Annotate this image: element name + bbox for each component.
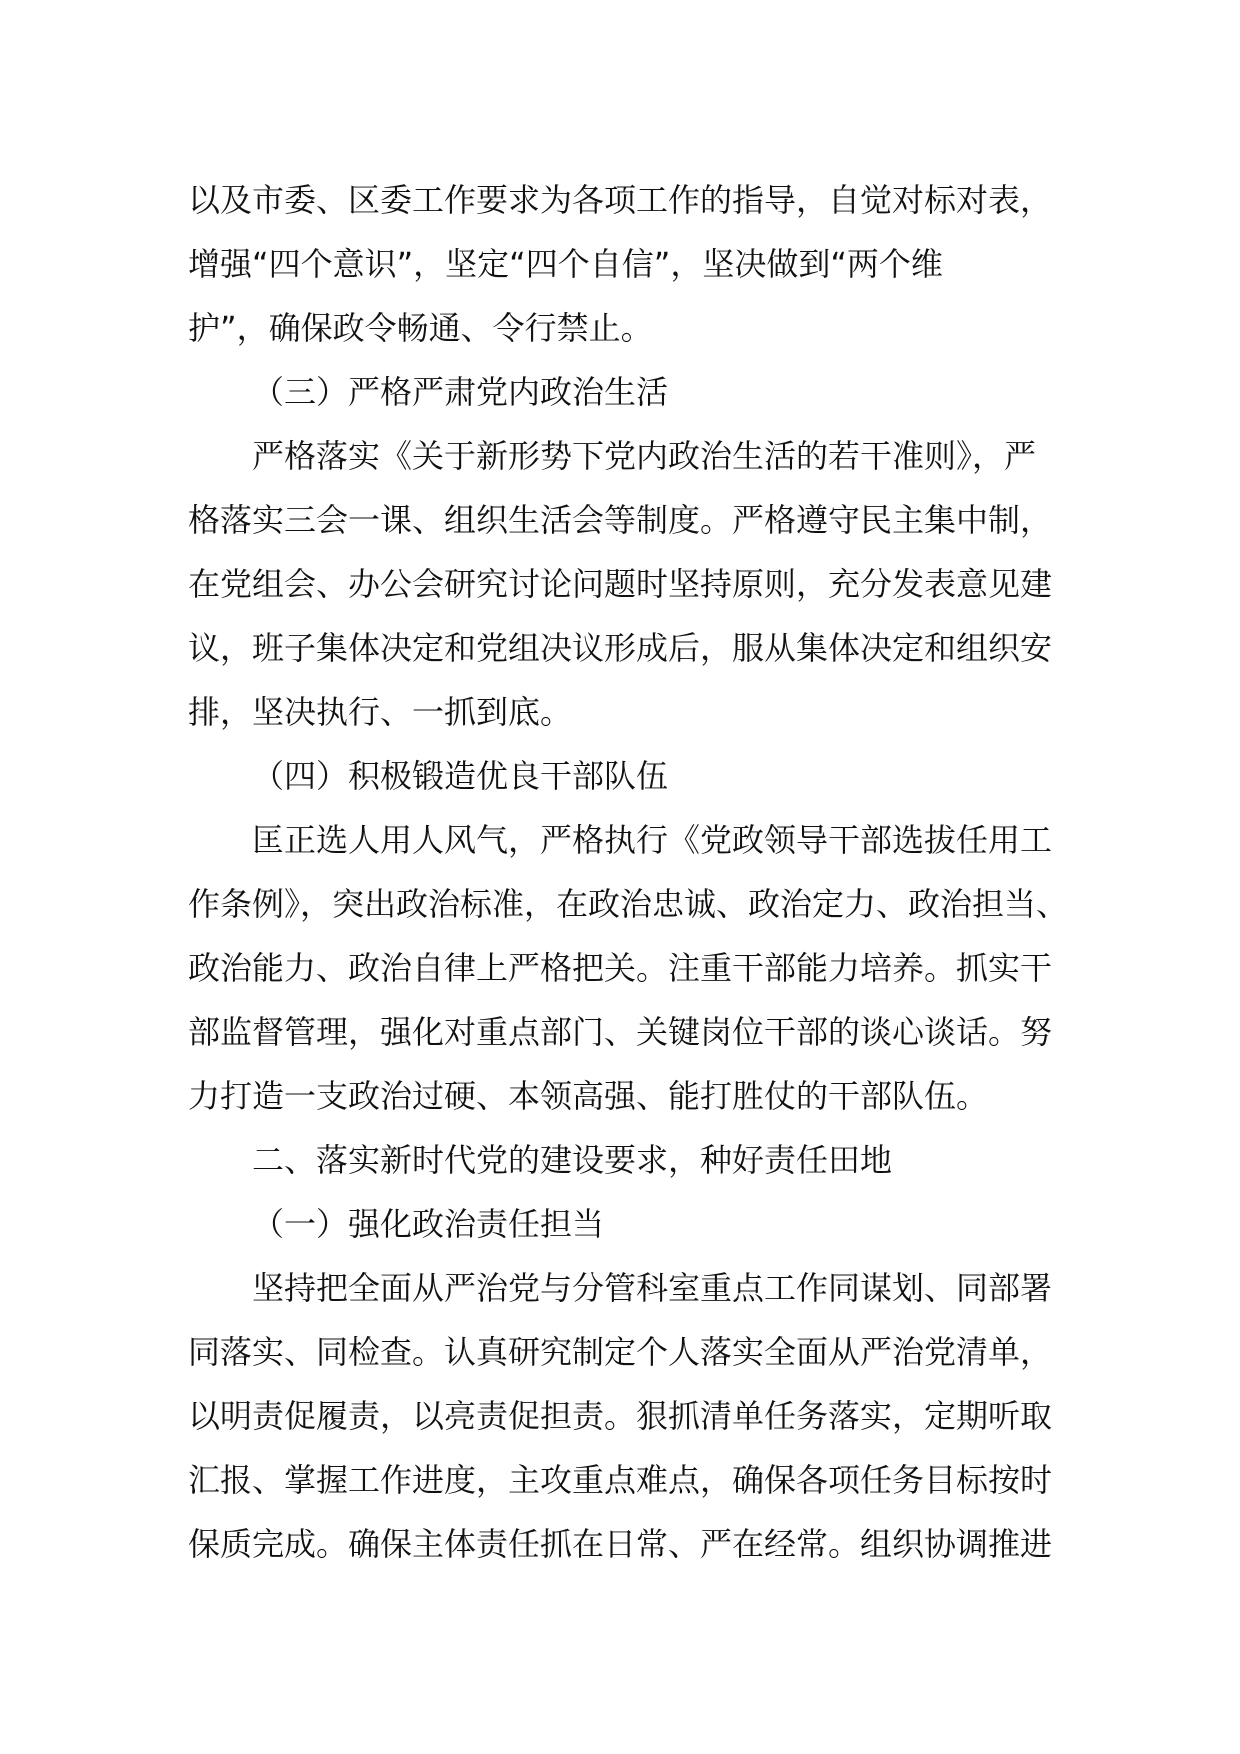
paragraph-line: 部监督管理，强化对重点部门、关键岗位干部的谈心谈话。努 (188, 1013, 1053, 1051)
paragraph-line: 保质完成。确保主体责任抓在日常、严在经常。组织协调推进 (188, 1525, 1053, 1563)
paragraph-line: 以及市委、区委工作要求为各项工作的指导，自觉对标对表， (188, 181, 1053, 219)
paragraph-line: 作条例》，突出政治标准，在政治忠诚、政治定力、政治担当、 (188, 885, 1069, 923)
paragraph-line: 议，班子集体决定和党组决议形成后，服从集体决定和组织安 (188, 629, 1053, 667)
paragraph-line: 排，坚决执行、一抓到底。 (188, 693, 573, 731)
section-heading: （一）强化政治责任担当 (252, 1205, 605, 1243)
paragraph-line: 力打造一支政治过硬、本领高强、能打胜仗的干部队伍。 (188, 1077, 989, 1115)
paragraph-line: 格落实三会一课、组织生活会等制度。严格遵守民主集中制， (188, 501, 1053, 539)
paragraph-line: 在党组会、办公会研究讨论问题时坚持原则，充分发表意见建 (188, 565, 1053, 603)
paragraph-line: 汇报、掌握工作进度，主攻重点难点，确保各项任务目标按时 (188, 1461, 1053, 1499)
paragraph-line: 护”，确保政令畅通、令行禁止。 (188, 309, 653, 347)
section-heading: （四）积极锻造优良干部队伍 (252, 757, 669, 795)
paragraph-line: 以明责促履责，以亮责促担责。狠抓清单任务落实，定期听取 (188, 1397, 1053, 1435)
document-body (188, 168, 1068, 1576)
paragraph-line: 政治能力、政治自律上严格把关。注重干部能力培养。抓实干 (188, 949, 1053, 987)
paragraph-line: 严格落实《关于新形势下党内政治生活的若干准则》，严 (252, 437, 1037, 475)
paragraph-line: 坚持把全面从严治党与分管科室重点工作同谋划、同部署 (252, 1269, 1053, 1307)
paragraph-line: 匡正选人用人风气，严格执行《党政领导干部选拔任用工 (252, 821, 1053, 859)
chapter-heading: 二、落实新时代党的建设要求，种好责任田地 (252, 1141, 893, 1179)
paragraph-line: 增强“四个意识”，坚定“四个自信”，坚决做到“两个维 (188, 245, 943, 283)
section-heading: （三）严格严肃党内政治生活 (252, 373, 669, 411)
paragraph-line: 同落实、同检查。认真研究制定个人落实全面从严治党清单， (188, 1333, 1053, 1371)
